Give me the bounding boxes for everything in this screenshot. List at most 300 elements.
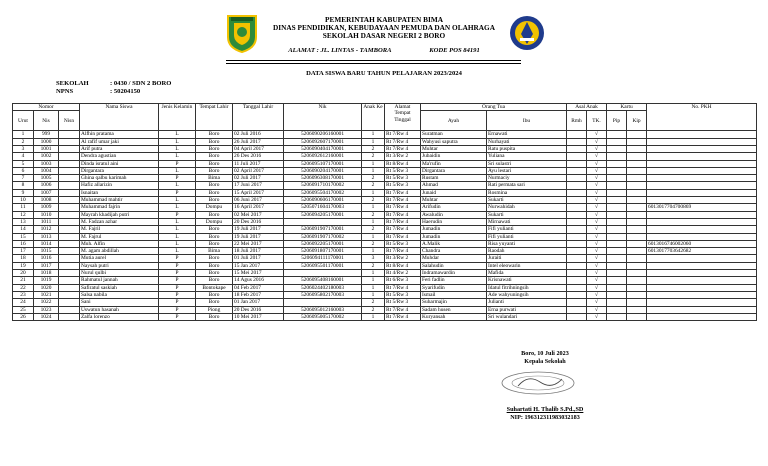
cell-nis: 1001: [34, 146, 59, 153]
cell-jk: L: [159, 146, 196, 153]
cell-nik: 5206095005170002: [284, 313, 362, 320]
cell-ayah: Muhtar: [421, 197, 487, 204]
cell-alamat: Rt 7/Rw 4: [385, 233, 421, 240]
cell-jk: L: [159, 233, 196, 240]
cell-ayah: Rustam: [421, 175, 487, 182]
cell-urut: 10: [13, 197, 34, 204]
cell-ibu: Fifi yulianti: [487, 233, 567, 240]
cell-rmh: [567, 277, 587, 284]
col-anak-ke: Anak Ke: [362, 104, 385, 131]
cell-anak-ke: 2: [362, 175, 385, 182]
cell-pkh: [647, 146, 757, 153]
cell-nisn: [59, 306, 80, 313]
cell-nik: 5206090204170001: [284, 167, 362, 174]
cell-nis: 1008: [34, 197, 59, 204]
cell-anak-ke: 2: [362, 240, 385, 247]
cell-pkh: [647, 226, 757, 233]
cell-pkh: [647, 306, 757, 313]
cell-ibu: Nurmaciy: [487, 175, 567, 182]
cell-nisn: [59, 262, 80, 269]
cell-tk: √: [587, 226, 607, 233]
cell-pip: [607, 262, 627, 269]
cell-nisn: [59, 167, 80, 174]
cell-pkh: 6013017704700869: [647, 204, 757, 211]
cell-nama: Mayrah khadijah putri: [80, 211, 159, 218]
cell-pkh: [647, 197, 757, 204]
cell-tanggal: 11 Juli 2017: [233, 160, 284, 167]
cell-anak-ke: 1: [362, 160, 385, 167]
cell-ayah: Jumadin: [421, 226, 487, 233]
cell-nis: 1023: [34, 306, 59, 313]
cell-nisn: [59, 211, 80, 218]
cell-tempat: Boro: [196, 131, 233, 138]
cell-nama: Dendra agustian: [80, 153, 159, 160]
cell-nisn: [59, 291, 80, 298]
cell-nama: Salsa nabila: [80, 291, 159, 298]
cell-nisn: [59, 175, 80, 182]
cell-tk: √: [587, 160, 607, 167]
cell-nik: 5206095802170003: [284, 291, 362, 298]
col-ibu: Ibu: [487, 111, 567, 131]
cell-ayah: Arifudin: [421, 204, 487, 211]
cell-pip: [607, 226, 627, 233]
cell-urut: 26: [13, 313, 34, 320]
cell-tanggal: 18 Juli 2017: [233, 248, 284, 255]
cell-nis: 1017: [34, 262, 59, 269]
cell-nik: [284, 270, 362, 277]
cell-rmh: [567, 233, 587, 240]
cell-nik: 5206092607170001: [284, 138, 362, 145]
cell-kip: [627, 255, 647, 262]
cell-nik: 5206091907170001: [284, 226, 362, 233]
cell-nisn: [59, 240, 80, 247]
cell-ayah: Haerudin: [421, 218, 487, 225]
cell-nik: 5205071604170003: [284, 204, 362, 211]
table-row: [13, 153, 757, 160]
cell-jk: L: [159, 204, 196, 211]
cell-urut: 5: [13, 160, 34, 167]
cell-kip: [627, 211, 647, 218]
cell-tanggal: 20 Des 2016: [233, 306, 284, 313]
cell-pip: [607, 233, 627, 240]
cell-ibu: Sukarti: [487, 197, 567, 204]
cell-tempat: Boro: [196, 189, 233, 196]
cell-jk: L: [159, 182, 196, 189]
cell-nis: 1002: [34, 153, 59, 160]
cell-anak-ke: 3: [362, 255, 385, 262]
cell-rmh: [567, 291, 587, 298]
cell-tempat: Piong: [196, 306, 233, 313]
cell-ayah: Dirgantara: [421, 167, 487, 174]
cell-pip: [607, 211, 627, 218]
cell-jk: P: [159, 262, 196, 269]
cell-nama: Muh. Alfin: [80, 240, 159, 247]
table-row: [13, 226, 757, 233]
table-row: [13, 197, 757, 204]
cell-pip: [607, 146, 627, 153]
cell-nama: Mutia aurel: [80, 255, 159, 262]
cell-anak-ke: 1: [362, 204, 385, 211]
cell-tanggal: 26 Des 2016: [233, 153, 284, 160]
table-row: [13, 248, 757, 255]
cell-ibu: Fifi yulianti: [487, 226, 567, 233]
cell-nis: 1020: [34, 284, 59, 291]
cell-jk: P: [159, 211, 196, 218]
cell-pkh: [647, 233, 757, 240]
cell-nis: 1016: [34, 255, 59, 262]
cell-tk: √: [587, 313, 607, 320]
cell-alamat: Rt 7/Rw 4: [385, 138, 421, 145]
cell-jk: L: [159, 167, 196, 174]
cell-nis: 1003: [34, 160, 59, 167]
cell-tanggal: 26 Juli 2017: [233, 138, 284, 145]
col-pip: Pip: [607, 111, 627, 131]
cell-pip: [607, 204, 627, 211]
cell-alamat: Rt 5/Rw 3: [385, 240, 421, 247]
cell-nama: Isnaitan: [80, 189, 159, 196]
cell-nama: M. Fajril: [80, 226, 159, 233]
cell-tanggal: 02 April 2017: [233, 167, 284, 174]
cell-urut: 4: [13, 153, 34, 160]
cell-alamat: Rt 8/Rw 4: [385, 160, 421, 167]
cell-nik: 5206092205170001: [284, 240, 362, 247]
cell-rmh: [567, 189, 587, 196]
table-row: [13, 167, 757, 174]
cell-anak-ke: 2: [362, 299, 385, 306]
cell-rmh: [567, 270, 587, 277]
cell-urut: 12: [13, 211, 34, 218]
cell-alamat: Rt 7/Rw 4: [385, 204, 421, 211]
cell-tk: √: [587, 233, 607, 240]
cell-urut: 22: [13, 284, 34, 291]
cell-tanggal: 10 Mei 2017: [233, 313, 284, 320]
cell-anak-ke: 1: [362, 313, 385, 320]
cell-nis: 1013: [34, 233, 59, 240]
cell-rmh: [567, 138, 587, 145]
cell-pip: [607, 189, 627, 196]
col-alamat: Alamat Tempat Tinggal: [385, 104, 421, 131]
cell-urut: 16: [13, 240, 34, 247]
cell-urut: 21: [13, 277, 34, 284]
cell-pkh: [647, 211, 757, 218]
cell-tk: √: [587, 197, 607, 204]
cell-kip: [627, 299, 647, 306]
school-stamp: [500, 370, 576, 396]
cell-ayah: Muhtar: [421, 146, 487, 153]
cell-ibu: Raodah: [487, 248, 567, 255]
signature-place-date: Boro, 10 Juli 2023: [521, 350, 569, 357]
cell-tanggal: 19 Juli 2017: [233, 233, 284, 240]
cell-pip: [607, 182, 627, 189]
cell-jk: P: [159, 160, 196, 167]
cell-nis: 1015: [34, 248, 59, 255]
cell-jk: P: [159, 299, 196, 306]
col-orang-tua: Orang Tua: [421, 104, 567, 111]
cell-pip: [607, 277, 627, 284]
cell-tk: √: [587, 270, 607, 277]
cell-rmh: [567, 153, 587, 160]
cell-anak-ke: 1: [362, 277, 385, 284]
table-row: [13, 306, 757, 313]
cell-nama: Naysah putri: [80, 262, 159, 269]
cell-nis: 1009: [34, 204, 59, 211]
cell-anak-ke: 1: [362, 233, 385, 240]
cell-tk: √: [587, 204, 607, 211]
cell-nisn: [59, 197, 80, 204]
cell-rmh: [567, 131, 587, 138]
cell-tanggal: 16 April 2017: [233, 204, 284, 211]
cell-alamat: Rt 7/Rw 4: [385, 306, 421, 313]
cell-urut: 17: [13, 248, 34, 255]
cell-urut: 20: [13, 270, 34, 277]
cell-pkh: [647, 175, 757, 182]
cell-alamat: Rt 7/Rw 4: [385, 226, 421, 233]
cell-jk: P: [159, 255, 196, 262]
cell-tk: √: [587, 175, 607, 182]
cell-anak-ke: 1: [362, 291, 385, 298]
cell-tanggal: 02 Juli 2017: [233, 175, 284, 182]
cell-alamat: Rt 7/Rw 4: [385, 189, 421, 196]
cell-nis: 1007: [34, 189, 59, 196]
cell-rmh: [567, 255, 587, 262]
col-tk: TK.: [587, 111, 607, 131]
cell-kip: [627, 167, 647, 174]
cell-nis: 1000: [34, 138, 59, 145]
cell-nis: 1019: [34, 277, 59, 284]
cell-pkh: [647, 277, 757, 284]
cell-tempat: Boro: [196, 270, 233, 277]
table-row: [13, 175, 757, 182]
cell-ibu: Sri sulastri: [487, 160, 567, 167]
cell-ibu: Nurhayati: [487, 138, 567, 145]
cell-urut: 8: [13, 182, 34, 189]
cell-nisn: [59, 270, 80, 277]
table-row: [13, 262, 757, 269]
cell-pkh: [647, 189, 757, 196]
cell-rmh: [567, 146, 587, 153]
table-row: [13, 189, 757, 196]
cell-tempat: Bima: [196, 175, 233, 182]
col-nisn: Nisn: [59, 111, 80, 131]
cell-kip: [627, 182, 647, 189]
table-row: [13, 218, 757, 225]
cell-tempat: Boro: [196, 299, 233, 306]
cell-kip: [627, 189, 647, 196]
cell-tanggal: 15 Jan 2017: [233, 262, 284, 269]
cell-pkh: [647, 153, 757, 160]
cell-pip: [607, 131, 627, 138]
cell-ibu: Julianti: [487, 299, 567, 306]
cell-pkh: 6013016746002060: [647, 240, 757, 247]
cell-tempat: Boro: [196, 240, 233, 247]
cell-alamat: Rt 3/Rw 2: [385, 153, 421, 160]
cell-jk: L: [159, 226, 196, 233]
cell-kip: [627, 284, 647, 291]
cell-tempat: Boro: [196, 211, 233, 218]
cell-ayah: Salahudin: [421, 262, 487, 269]
col-nis: Nis: [34, 111, 59, 131]
cell-tempat: Boro: [196, 153, 233, 160]
cell-rmh: [567, 306, 587, 313]
cell-kip: [627, 204, 647, 211]
cell-pip: [607, 240, 627, 247]
cell-kip: [627, 240, 647, 247]
cell-nis: 1005: [34, 175, 59, 182]
cell-ayah: Ismail: [421, 291, 487, 298]
cell-nisn: [59, 284, 80, 291]
cell-alamat: Rt 7/Rw 4: [385, 313, 421, 320]
table-row: [13, 146, 757, 153]
cell-tempat: Boro: [196, 233, 233, 240]
cell-nisn: [59, 218, 80, 225]
cell-rmh: [567, 167, 587, 174]
cell-rmh: [567, 218, 587, 225]
table-row: [13, 255, 757, 262]
cell-pip: [607, 167, 627, 174]
cell-urut: 18: [13, 255, 34, 262]
cell-ibu: Ade wahyuningsih: [487, 291, 567, 298]
student-table: [12, 103, 757, 321]
cell-kip: [627, 146, 647, 153]
cell-ayah: Junaid: [421, 189, 487, 196]
cell-pip: [607, 291, 627, 298]
cell-pip: [607, 153, 627, 160]
cell-nik: 5206095012160003: [284, 306, 362, 313]
cell-ayah: Indramawardin: [421, 270, 487, 277]
cell-nik: 5206024402180003: [284, 284, 362, 291]
cell-alamat: Rt 4/Rw 2: [385, 270, 421, 277]
cell-nis: 1018: [34, 270, 59, 277]
cell-nisn: [59, 248, 80, 255]
cell-urut: 14: [13, 226, 34, 233]
cell-nik: 5206091710170002: [284, 182, 362, 189]
cell-nama: Muhammad mahtir: [80, 197, 159, 204]
cell-tempat: Boro: [196, 182, 233, 189]
cell-anak-ke: 1: [362, 138, 385, 145]
cell-nisn: [59, 146, 80, 153]
cell-kip: [627, 270, 647, 277]
school-label: SEKOLAH: [56, 80, 89, 87]
cell-tanggal: 18 Feb 2017: [233, 291, 284, 298]
cell-nik: [284, 299, 362, 306]
cell-jk: P: [159, 175, 196, 182]
document-title: DATA SISWA BARU TAHUN PELAJARAN 2023/2024: [306, 70, 462, 77]
cell-jk: P: [159, 270, 196, 277]
cell-tanggal: 17 Juni 2017: [233, 182, 284, 189]
cell-rmh: [567, 160, 587, 167]
cell-alamat: Rt 5/Rw 3: [385, 299, 421, 306]
table-row: [13, 313, 757, 320]
cell-tk: √: [587, 138, 607, 145]
table-row: [13, 240, 757, 247]
cell-rmh: [567, 197, 587, 204]
cell-nik: 5206090404170001: [284, 146, 362, 153]
cell-ibu: Idatul fitrihningsih: [487, 284, 567, 291]
postcode-text: KODE POS 84191: [429, 47, 480, 54]
cell-nik: 5206095504170002: [284, 189, 362, 196]
address-text: ALAMAT : JL. LINTAS - TAMBORA: [288, 47, 392, 54]
cell-anak-ke: 2: [362, 146, 385, 153]
cell-nama: Sani: [80, 299, 159, 306]
cell-urut: 3: [13, 146, 34, 153]
cell-ayah: Muhdar: [421, 255, 487, 262]
cell-jk: L: [159, 153, 196, 160]
cell-anak-ke: 2: [362, 226, 385, 233]
cell-tk: √: [587, 255, 607, 262]
cell-tempat: Boro: [196, 160, 233, 167]
cell-pkh: [647, 131, 757, 138]
cell-ayah: Ahmad: [421, 182, 487, 189]
col-tempat: Tempat Lahir: [196, 104, 233, 131]
cell-ibu: Ayu lestari: [487, 167, 567, 174]
cell-tanggal: 15 Mei 2017: [233, 270, 284, 277]
cell-nama: Hafiz allarizin: [80, 182, 159, 189]
cell-alamat: Rt 7/Rw 4: [385, 146, 421, 153]
cell-rmh: [567, 313, 587, 320]
cell-nisn: [59, 160, 80, 167]
cell-tempat: Dompu: [196, 204, 233, 211]
cell-ibu: Nurwahidah: [487, 204, 567, 211]
cell-tempat: Boro: [196, 313, 233, 320]
cell-nisn: [59, 182, 80, 189]
cell-tanggal: 04 Feb 2017: [233, 284, 284, 291]
cell-rmh: [567, 211, 587, 218]
cell-nisn: [59, 299, 80, 306]
cell-urut: 19: [13, 262, 34, 269]
cell-pip: [607, 160, 627, 167]
cell-nis: 1014: [34, 240, 59, 247]
cell-alamat: Rt 7/Rw 4: [385, 218, 421, 225]
cell-nama: Uswatun hasanah: [80, 306, 159, 313]
cell-tanggal: 15 April 2017: [233, 189, 284, 196]
cell-nis: 1022: [34, 299, 59, 306]
cell-nis: 1021: [34, 291, 59, 298]
cell-alamat: Rt 3/Rw 2: [385, 255, 421, 262]
cell-nik: [284, 218, 362, 225]
cell-jk: P: [159, 306, 196, 313]
cell-pkh: [647, 182, 757, 189]
cell-nik: 5206095107170001: [284, 160, 362, 167]
table-row: [13, 299, 757, 306]
cell-rmh: [567, 240, 587, 247]
cell-urut: 25: [13, 306, 34, 313]
cell-tanggal: 02 Juli 2016: [233, 131, 284, 138]
cell-jk: P: [159, 189, 196, 196]
cell-alamat: Rt 7/Rw 4: [385, 248, 421, 255]
cell-rmh: [567, 175, 587, 182]
table-row: [13, 204, 757, 211]
cell-nisn: [59, 255, 80, 262]
cell-urut: 15: [13, 233, 34, 240]
cell-ayah: Ma'rufin: [421, 160, 487, 167]
cell-nisn: [59, 233, 80, 240]
cell-ayah: Feri fadlin: [421, 277, 487, 284]
cell-tk: √: [587, 299, 607, 306]
cell-pip: [607, 255, 627, 262]
cell-pkh: [647, 167, 757, 174]
cell-nik: 5206094111170001: [284, 255, 362, 262]
cell-rmh: [567, 284, 587, 291]
cell-nama: M. agam abdillah: [80, 248, 159, 255]
cell-jk: L: [159, 197, 196, 204]
cell-nama: Dirgantara: [80, 167, 159, 174]
col-rmh: Rmh: [567, 111, 587, 131]
col-ayah: Ayah: [421, 111, 487, 131]
cell-anak-ke: 1: [362, 189, 385, 196]
cell-kip: [627, 153, 647, 160]
cell-nis: 999: [34, 131, 59, 138]
cell-anak-ke: 1: [362, 270, 385, 277]
